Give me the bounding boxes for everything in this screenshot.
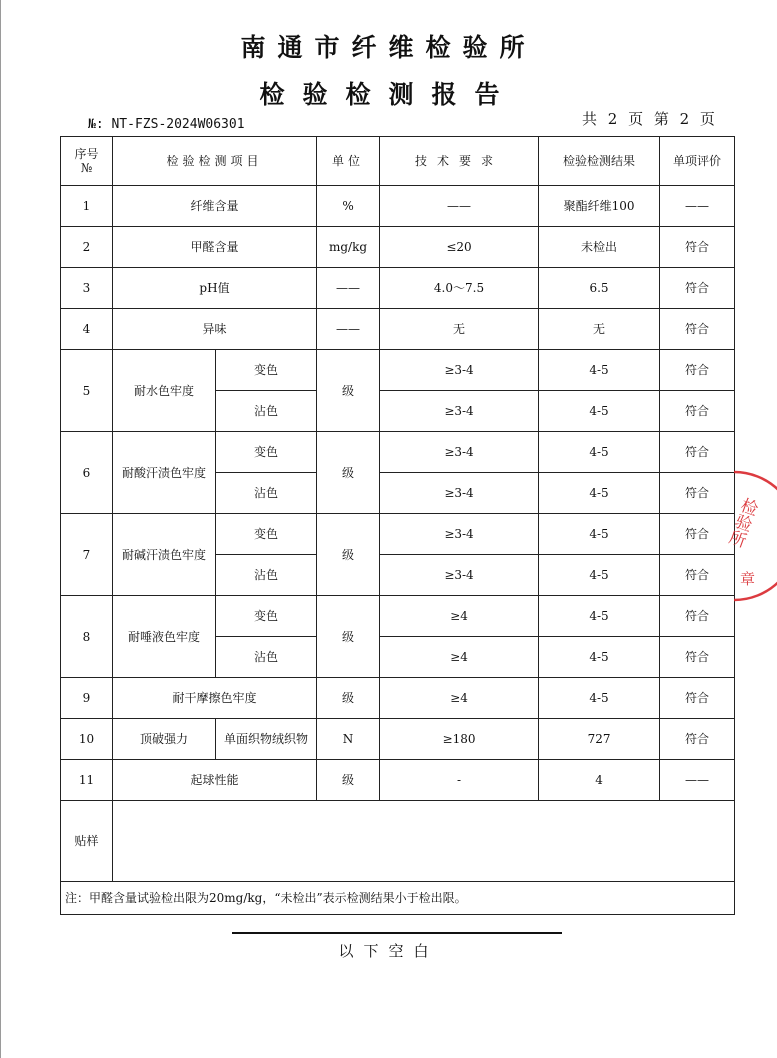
result-cell: 4-5	[539, 555, 660, 596]
col-result: 检验检测结果	[539, 137, 660, 186]
unit-cell: ——	[317, 268, 380, 309]
requirement-cell: ≥3-4	[380, 555, 539, 596]
item-cell: 耐碱汗渍色牢度	[113, 514, 216, 596]
item-cell: 异味	[113, 309, 317, 350]
col-seq: 序号 №	[61, 137, 113, 186]
unit-cell: %	[317, 186, 380, 227]
result-cell: 无	[539, 309, 660, 350]
org-name: 南通市纤维检验所	[240, 33, 537, 62]
seq-cell: 5	[61, 350, 113, 432]
report-title: 检验检测报告	[259, 80, 518, 109]
result-cell: 6.5	[539, 268, 660, 309]
requirement-cell: 无	[380, 309, 539, 350]
unit-cell: 级	[317, 678, 380, 719]
unit-cell: 级	[317, 432, 380, 514]
seq-cell: 3	[61, 268, 113, 309]
sub-item-cell: 沾色	[216, 637, 317, 678]
requirement-cell: ≥3-4	[380, 391, 539, 432]
rating-cell: 符合	[660, 391, 735, 432]
table-row	[61, 268, 735, 309]
result-cell: 4-5	[539, 637, 660, 678]
sub-item-cell: 沾色	[216, 473, 317, 514]
result-cell: 4-5	[539, 432, 660, 473]
requirement-cell: ≥3-4	[380, 473, 539, 514]
seq-cell: 4	[61, 309, 113, 350]
table-row	[61, 227, 735, 268]
rating-cell: ——	[660, 186, 735, 227]
blank-below-text: 以下空白	[338, 942, 439, 960]
sample-label: 贴样	[61, 801, 113, 882]
requirement-cell: ≥4	[380, 678, 539, 719]
rating-cell: 符合	[660, 432, 735, 473]
item-cell: 耐干摩擦色牢度	[113, 678, 317, 719]
seq-cell: 11	[61, 760, 113, 801]
result-cell: 4-5	[539, 678, 660, 719]
sub-item-cell: 沾色	[216, 555, 317, 596]
note-text: 注：甲醛含量试验检出限为20mg/kg，“未检出”表示检测结果小于检出限。	[61, 882, 735, 915]
table-row	[61, 186, 735, 227]
page-info: 共 2 页 第 2 页	[582, 110, 718, 128]
end-divider	[232, 932, 562, 934]
item-cell: 顶破强力	[113, 719, 216, 760]
unit-cell: N	[317, 719, 380, 760]
table-row	[61, 514, 735, 555]
requirement-cell: ≥180	[380, 719, 539, 760]
requirement-cell: ——	[380, 186, 539, 227]
table-row	[61, 309, 735, 350]
seal-stamp	[712, 466, 777, 606]
rating-cell: 符合	[660, 555, 735, 596]
seq-cell: 6	[61, 432, 113, 514]
requirement-cell: ≥3-4	[380, 432, 539, 473]
rating-cell: 符合	[660, 719, 735, 760]
sample-area	[113, 801, 735, 882]
requirement-cell: ≥4	[380, 596, 539, 637]
rating-cell: 符合	[660, 637, 735, 678]
col-unit: 单位	[317, 137, 380, 186]
requirement-cell: ≥3-4	[380, 514, 539, 555]
header-row	[61, 137, 735, 186]
item-cell: 耐唾液色牢度	[113, 596, 216, 678]
seq-cell: 8	[61, 596, 113, 678]
sub-item-cell: 单面织物绒织物	[216, 719, 317, 760]
sub-item-cell: 变色	[216, 350, 317, 391]
rating-cell: 符合	[660, 678, 735, 719]
seq-cell: 2	[61, 227, 113, 268]
table-row	[61, 719, 735, 760]
rating-cell: 符合	[660, 514, 735, 555]
requirement-cell: 4.0～7.5	[380, 268, 539, 309]
item-cell: pH值	[113, 268, 317, 309]
requirement-cell: ≥4	[380, 637, 539, 678]
page-left-edge	[0, 0, 1, 1058]
rating-cell: 符合	[660, 309, 735, 350]
result-cell: 聚酯纤维100	[539, 186, 660, 227]
seq-cell: 1	[61, 186, 113, 227]
rating-cell: 符合	[660, 350, 735, 391]
unit-cell: 级	[317, 596, 380, 678]
item-cell: 耐酸汗渍色牢度	[113, 432, 216, 514]
table-row	[61, 432, 735, 473]
result-cell: 4-5	[539, 473, 660, 514]
unit-cell: 级	[317, 760, 380, 801]
col-item: 检验检测项目	[113, 137, 317, 186]
result-cell: 727	[539, 719, 660, 760]
seal-text: 检验所	[723, 494, 760, 550]
rating-cell: 符合	[660, 268, 735, 309]
rating-cell: 符合	[660, 596, 735, 637]
item-cell: 甲醛含量	[113, 227, 317, 268]
result-cell: 4-5	[539, 514, 660, 555]
seal-extra: 章	[740, 570, 756, 588]
unit-cell: 级	[317, 514, 380, 596]
requirement-cell: -	[380, 760, 539, 801]
unit-cell: mg/kg	[317, 227, 380, 268]
sample-row	[61, 801, 735, 882]
note-row	[61, 882, 735, 915]
seq-cell: 10	[61, 719, 113, 760]
item-cell: 起球性能	[113, 760, 317, 801]
rating-cell: 符合	[660, 473, 735, 514]
report-table	[60, 136, 735, 915]
requirement-cell: ≤20	[380, 227, 539, 268]
table-row	[61, 760, 735, 801]
table-row	[61, 350, 735, 391]
result-cell: 4-5	[539, 350, 660, 391]
result-cell: 4-5	[539, 391, 660, 432]
item-cell: 纤维含量	[113, 186, 317, 227]
result-cell: 4	[539, 760, 660, 801]
unit-cell: ——	[317, 309, 380, 350]
seq-cell: 7	[61, 514, 113, 596]
sub-item-cell: 变色	[216, 596, 317, 637]
sub-item-cell: 变色	[216, 432, 317, 473]
result-cell: 未检出	[539, 227, 660, 268]
item-cell: 耐水色牢度	[113, 350, 216, 432]
table-row	[61, 596, 735, 637]
doc-number: №: NT-FZS-2024W06301	[88, 117, 245, 132]
rating-cell: ——	[660, 760, 735, 801]
sub-item-cell: 沾色	[216, 391, 317, 432]
rating-cell: 符合	[660, 227, 735, 268]
col-rating: 单项评价	[660, 137, 735, 186]
sub-item-cell: 变色	[216, 514, 317, 555]
result-cell: 4-5	[539, 596, 660, 637]
col-requirement: 技术要求	[380, 137, 539, 186]
requirement-cell: ≥3-4	[380, 350, 539, 391]
unit-cell: 级	[317, 350, 380, 432]
seq-cell: 9	[61, 678, 113, 719]
table-row	[61, 678, 735, 719]
